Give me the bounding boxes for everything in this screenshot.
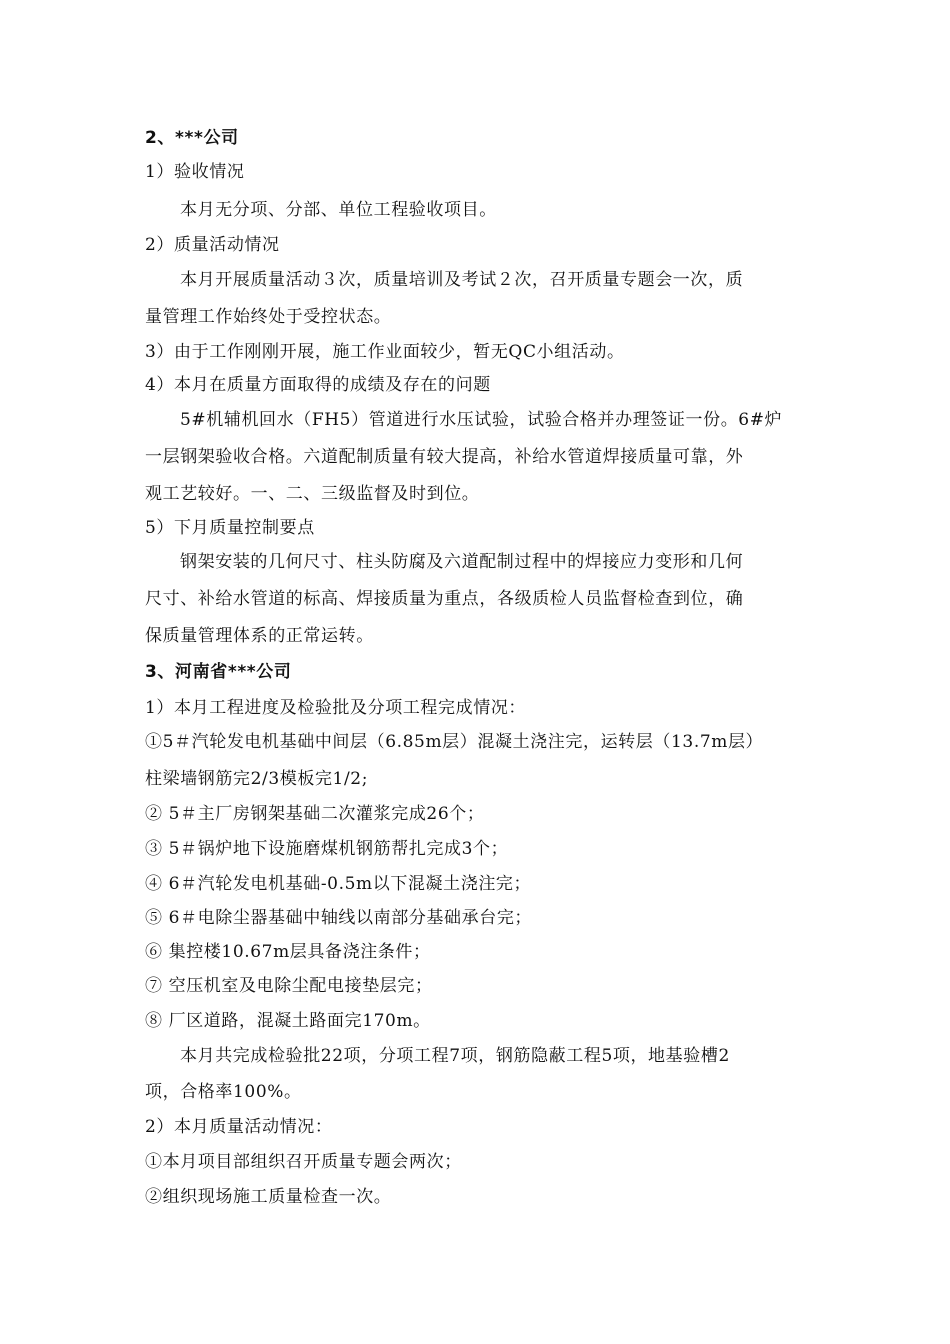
section-3-summary-line-2: 项，合格率100%。 <box>145 1082 302 1102</box>
section-3-summary-line-1: 本月共完成检验批22项，分项工程7项，钢筋隐蔽工程5项，地基验槽2 <box>180 1046 730 1066</box>
section-3-list-item: ⑧ 厂区道路，混凝土路面完170m。 <box>145 1011 431 1031</box>
section-3-list-item: ④ 6＃汽轮发电机基础-0.5m以下混凝土浇注完； <box>145 874 532 894</box>
section-3-item-1-title: 1）本月工程进度及检验批及分项工程完成情况： <box>145 698 527 718</box>
section-3-heading: 3、河南省***公司 <box>145 662 292 682</box>
section-2-item-2-text-line-2: 量管理工作始终处于受控状态。 <box>145 307 392 327</box>
section-3-list-item: 柱梁墙钢筋完2/3模板完1/2; <box>145 769 369 789</box>
section-2-item-5-text-line-3: 保质量管理体系的正常运转。 <box>145 626 374 646</box>
section-3-list-item: ⑤ 6＃电除尘器基础中轴线以南部分基础承台完； <box>145 908 533 928</box>
section-2-heading: 2、***公司 <box>145 128 239 148</box>
section-3-item-2-title: 2）本月质量活动情况： <box>145 1117 333 1137</box>
section-3-list-item: ⑦ 空压机室及电除尘配电接垫层完； <box>145 976 433 996</box>
section-2-item-2-title: 2）质量活动情况 <box>145 235 280 255</box>
section-2-item-1-text: 本月无分项、分部、单位工程验收项目。 <box>180 200 497 220</box>
section-3-list-item: ③ 5＃锅炉地下设施磨煤机钢筋帮扎完成3个； <box>145 839 509 859</box>
section-2-item-5-text-line-1: 钢架安装的几何尺寸、柱头防腐及六道配制过程中的焊接应力变形和几何 <box>180 552 744 572</box>
section-2-item-1-title: 1）验收情况 <box>145 162 245 182</box>
section-2-item-4-text-line-3: 观工艺较好。一、二、三级监督及时到位。 <box>145 484 480 504</box>
section-2-item-5-title: 5）下月质量控制要点 <box>145 518 315 538</box>
section-3-item-2-list-item: ②组织现场施工质量检查一次。 <box>145 1187 392 1207</box>
section-2-item-4-text-line-1: 5#机辅机回水（FH5）管道进行水压试验，试验合格并办理签证一份。6#炉 <box>180 410 783 430</box>
section-2-item-3-text: 3）由于工作刚刚开展，施工作业面较少，暂无QC小组活动。 <box>145 342 625 362</box>
section-3-item-2-list-item: ①本月项目部组织召开质量专题会两次； <box>145 1152 462 1172</box>
section-3-list-item: ② 5＃主厂房钢架基础二次灌浆完成26个； <box>145 804 485 824</box>
section-2-item-2-text-line-1: 本月开展质量活动３次，质量培训及考试２次，召开质量专题会一次，质 <box>180 270 744 290</box>
section-3-list-item: ①5＃汽轮发电机基础中间层（6.85m层）混凝土浇注完，运转层（13.7m层） <box>145 732 764 752</box>
section-2-item-4-text-line-2: 一层钢架验收合格。六道配制质量有较大提高，补给水管道焊接质量可靠，外 <box>145 447 744 467</box>
section-2-item-5-text-line-2: 尺寸、补给水管道的标高、焊接质量为重点，各级质检人员监督检查到位，确 <box>145 589 744 609</box>
section-2-item-4-title: 4）本月在质量方面取得的成绩及存在的问题 <box>145 375 491 395</box>
section-3-list-item: ⑥ 集控楼10.67m层具备浇注条件； <box>145 942 431 962</box>
